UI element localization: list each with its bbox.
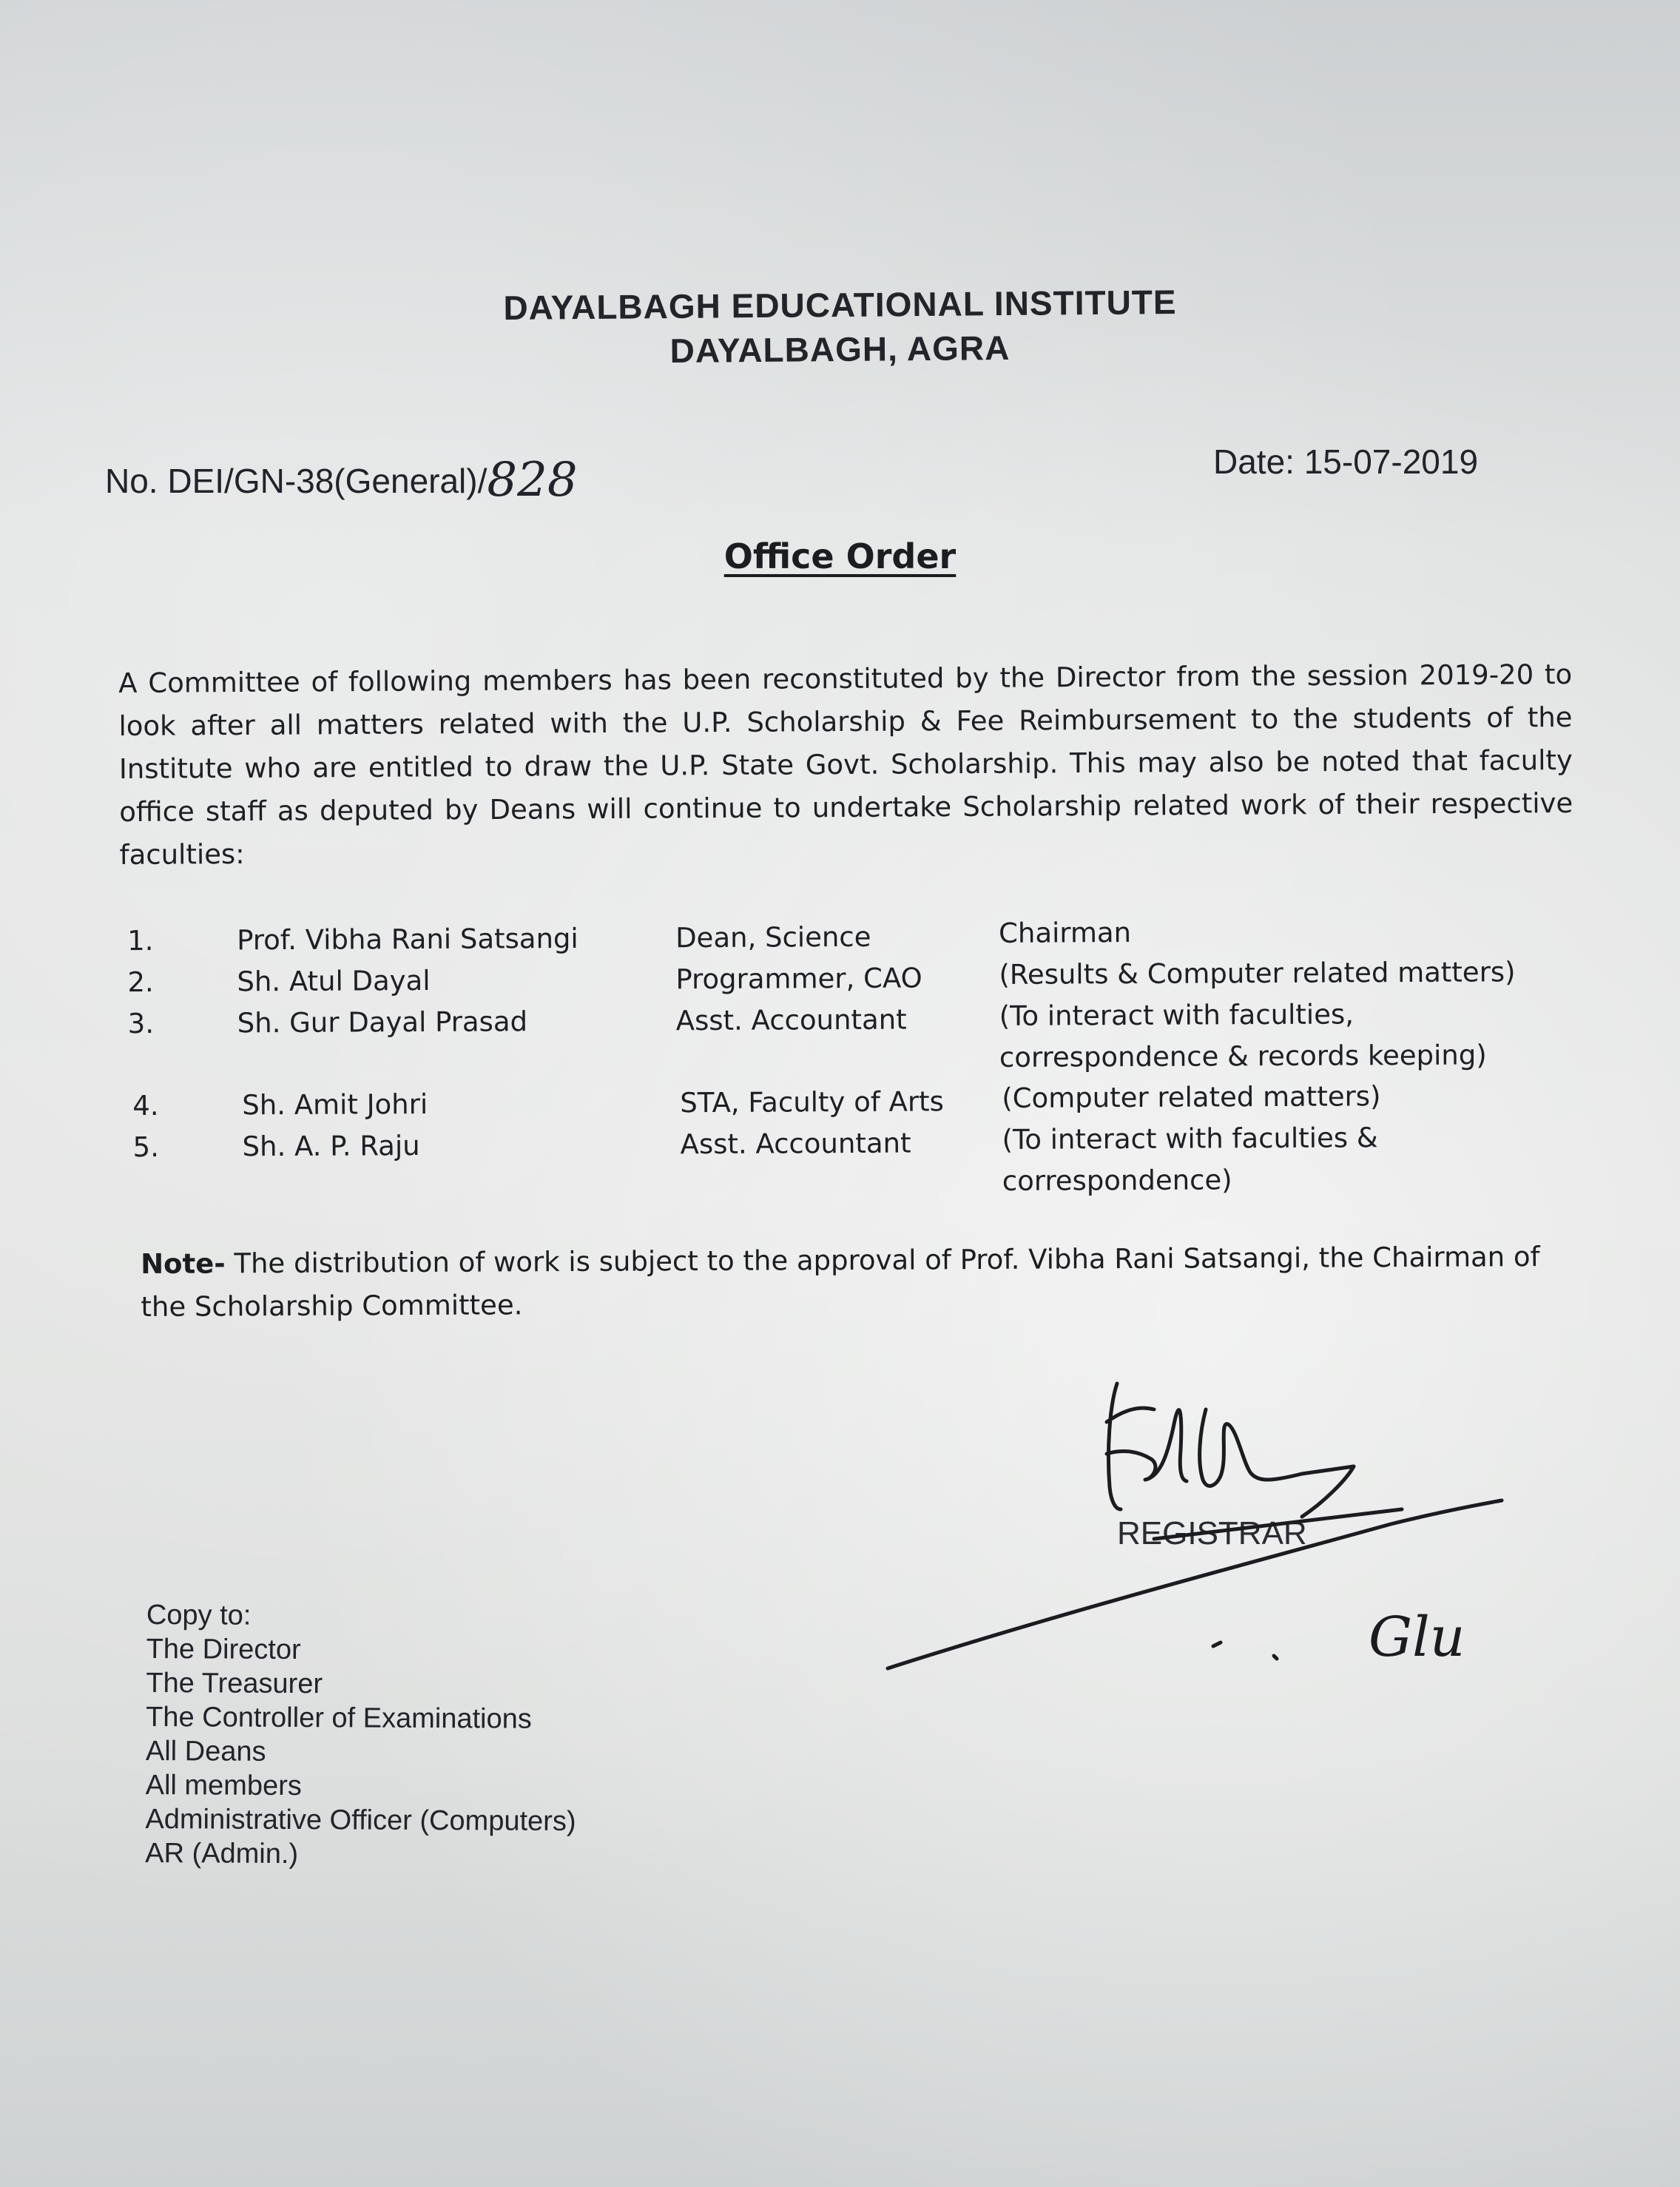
- signature-stroke: [1107, 1408, 1154, 1422]
- member-designation: Programmer, CAO: [675, 962, 922, 996]
- signature-mark: [1274, 1656, 1277, 1659]
- member-number: 3.: [127, 1007, 155, 1040]
- copy-recipient: All members: [145, 1769, 302, 1802]
- reference-number: [105, 450, 578, 508]
- member-designation: Asst. Accountant: [675, 1003, 907, 1037]
- member-role: (Results & Computer related matters): [999, 956, 1516, 991]
- copy-recipient: The Treasurer: [146, 1667, 323, 1700]
- copy-recipient: Administrative Officer (Computers): [145, 1803, 576, 1838]
- member-number: 5.: [132, 1130, 160, 1164]
- member-designation: Dean, Science: [675, 920, 871, 954]
- institute-name: DAYALBAGH EDUCATIONAL INSTITUTE: [503, 283, 1177, 327]
- note-paragraph: [141, 1236, 1569, 1329]
- signatory-title: REGISTRAR: [1117, 1515, 1307, 1551]
- member-name: Sh. Amit Johri: [242, 1088, 428, 1122]
- initials: Glu: [1369, 1605, 1465, 1669]
- signature-stroke: [1107, 1410, 1187, 1481]
- member-role: (Computer related matters): [1002, 1080, 1381, 1114]
- signature-mark: [1213, 1642, 1221, 1646]
- note-text: The distribution of work is subject to the approval of Prof. Vibha Rani Satsangi, the Chairman of the Scholarship Committee.: [141, 1241, 1540, 1323]
- document-title: Office Order: [723, 536, 957, 576]
- member-role-continued: correspondence & records keeping): [999, 1039, 1487, 1074]
- member-row-1: [0, 912, 1680, 957]
- member-role: (To interact with faculties &: [1002, 1122, 1378, 1156]
- committee-member-list: [0, 912, 1680, 1197]
- reference-number-prefix: No. DEI/GN-38(General)/: [105, 462, 488, 500]
- member-name: Sh. A. P. Raju: [242, 1130, 420, 1163]
- reference-number-handwritten: 828: [487, 453, 578, 508]
- member-number: 2.: [127, 966, 154, 999]
- member-designation: Asst. Accountant: [680, 1127, 911, 1161]
- member-role: Chairman: [998, 916, 1132, 949]
- signature-stroke: [1200, 1409, 1354, 1517]
- copy-recipient: The Controller of Examinations: [146, 1701, 532, 1735]
- copy-recipient: All Deans: [145, 1735, 266, 1768]
- member-name: Prof. Vibha Rani Satsangi: [237, 922, 578, 957]
- copy-to-list: [145, 1598, 577, 1873]
- member-role-continued: correspondence): [1002, 1164, 1232, 1197]
- member-name: Sh. Atul Dayal: [237, 964, 431, 998]
- member-name: Sh. Gur Dayal Prasad: [237, 1005, 528, 1039]
- note-label: Note-: [141, 1247, 226, 1280]
- member-number: 1.: [127, 924, 154, 957]
- copy-recipient: The Director: [146, 1633, 301, 1666]
- order-date: Date: 15-07-2019: [1213, 442, 1479, 481]
- body-paragraph: A Committee of following members has been reconstituted by the Director from the session 2019-20 to look after all matters related with the U.P. Scholarship & Fee Reimbursement to the students of the Institute who are entitled to draw the U.P. State Govt. Scholarship. This may also be noted that faculty office staff as deputed by Deans will continue to undertake Scholarship related work of their respective faculties:: [118, 658, 1573, 871]
- member-role: (To interact with faculties,: [999, 998, 1355, 1032]
- copy-to-label: Copy to:: [146, 1600, 252, 1631]
- copy-recipient: AR (Admin.): [145, 1837, 299, 1870]
- member-number: 4.: [132, 1089, 159, 1122]
- institute-location: DAYALBAGH, AGRA: [669, 328, 1011, 371]
- member-designation: STA, Faculty of Arts: [680, 1085, 944, 1119]
- signature-stroke: [1108, 1384, 1121, 1509]
